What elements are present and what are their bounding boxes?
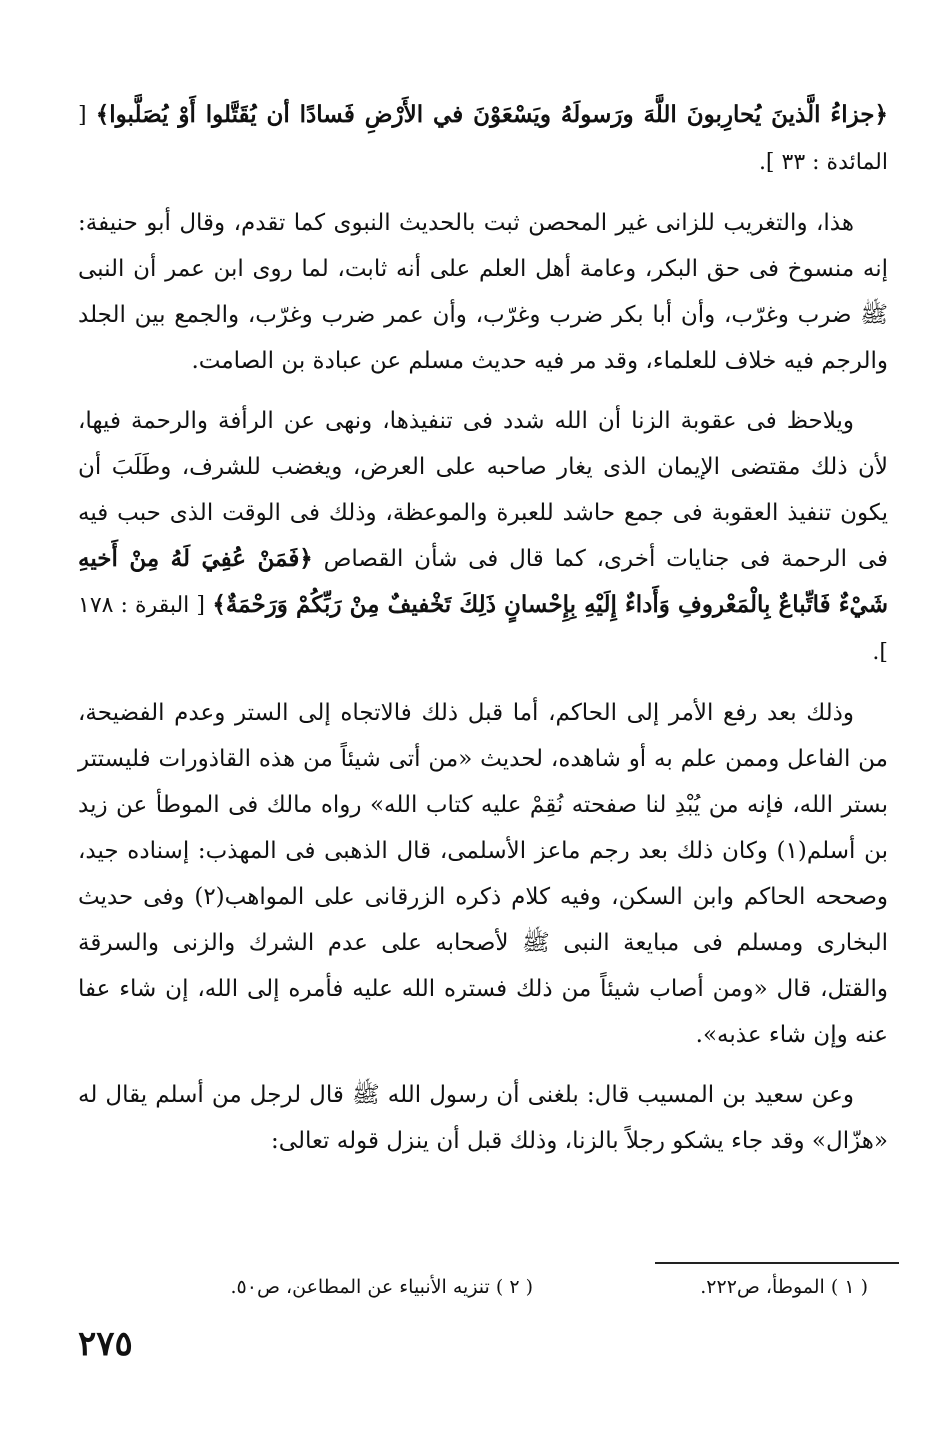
quran-verse-2: ﴿فَمَنْ عُفِيَ لَهُ مِنْ أَخيهِ شَيْءٌ فَاتِّباعٌ بِالْمَعْروفِ وَأَداءٌ إِلَيْهِ بِإِحْسانٍ ذَلِكَ تَخْفيفٌ مِنْ رَبِّكُمْ وَرَحْمَةٌ﴾ <box>78 545 888 618</box>
paragraph-1: هذا، والتغريب للزانى غير المحصن ثبت بالحديث النبوى كما تقدم، وقال أبو حنيفة: إنه منسوخ فى حق البكر، وعامة أهل العلم على أنه ثابت، لما روى ابن عمر أن النبى ﷺ ضرب وغرّب، وأن أبا بكر ضرب وغرّب، وأن عمر ضرب وغرّب، والجمع بين الجلد والرجم فيه خلاف للعلماء، وقد مر فيه حديث مسلم عن عبادة بن الصامت. <box>78 210 888 374</box>
footnote-divider <box>655 1262 899 1264</box>
footnotes <box>0 1276 928 1316</box>
footnote-1: ( ١ ) الموطأ، ص٢٢٢. <box>700 1276 868 1298</box>
verse-citation: [ المائدة : ٣٣ ]. <box>78 103 888 175</box>
verse-block <box>78 92 888 186</box>
footnote-2: ( ٢ ) تنزيه الأنبياء عن المطاعن، ص٥٠. <box>230 1276 533 1298</box>
quran-verse: ﴿جزاءُ الَّذينَ يُحارِبونَ اللَّهَ ورَسولَهُ ويَسْعَوْنَ في الأَرْضِ فَسادًا أن يُقَتَّلوا أَوْ يُصَلَّبوا﴾ <box>95 101 888 128</box>
verse-citation-2: [ البقرة : ١٧٨ ]. <box>78 593 888 665</box>
paragraph-2 <box>78 398 888 676</box>
page-number: ٢٧٥ <box>78 1324 133 1364</box>
paragraph-4: وعن سعيد بن المسيب قال: بلغنى أن رسول الله ﷺ قال لرجل من أسلم يقال له «هزّال» وقد جاء يشكو رجلاً بالزنا، وذلك قبل أن ينزل قوله تعالى: <box>78 1082 888 1154</box>
main-text <box>78 92 888 1178</box>
paragraph-3: وذلك بعد رفع الأمر إلى الحاكم، أما قبل ذلك فالاتجاه إلى الستر وعدم الفضيحة، من الفاعل وممن علم به أو شاهده، لحديث «من أتى شيئاً من هذه القاذورات فليستتر بستر الله، فإنه من يُبْدِ لنا صفحته نُقِمْ عليه كتاب الله» رواه مالك فى الموطأ عن زيد بن أسلم(١) وكان ذلك بعد رجم ماعز الأسلمى، قال الذهبى فى المهذب: إسناده جيد، وصححه الحاكم وابن السكن، وفيه كلام ذكره الزرقانى على المواهب(٢) وفى حديث البخارى ومسلم فى مبايعة النبى ﷺ لأصحابه على عدم الشرك والزنى والسرقة والقتل، قال «ومن أصاب شيئاً من ذلك فستره الله عليه فأمره إلى الله، إن شاء عفا عنه وإن شاء عذبه». <box>78 700 889 1048</box>
paragraph-2-text: ويلاحظ فى عقوبة الزنا أن الله شدد فى تنفيذها، ونهى عن الرأفة والرحمة فيها، لأن ذلك مقتضى الإيمان الذى يغار صاحبه على العرض، ويغضب للشرف، وطَلَبَ أن يكون تنفيذ العقوبة فى جمع حاشد للعبرة والموعظة، وذلك فى الوقت الذى حبب فيه فى الرحمة فى جنايات أخرى، كما قال فى شأن القصاص <box>78 408 888 572</box>
